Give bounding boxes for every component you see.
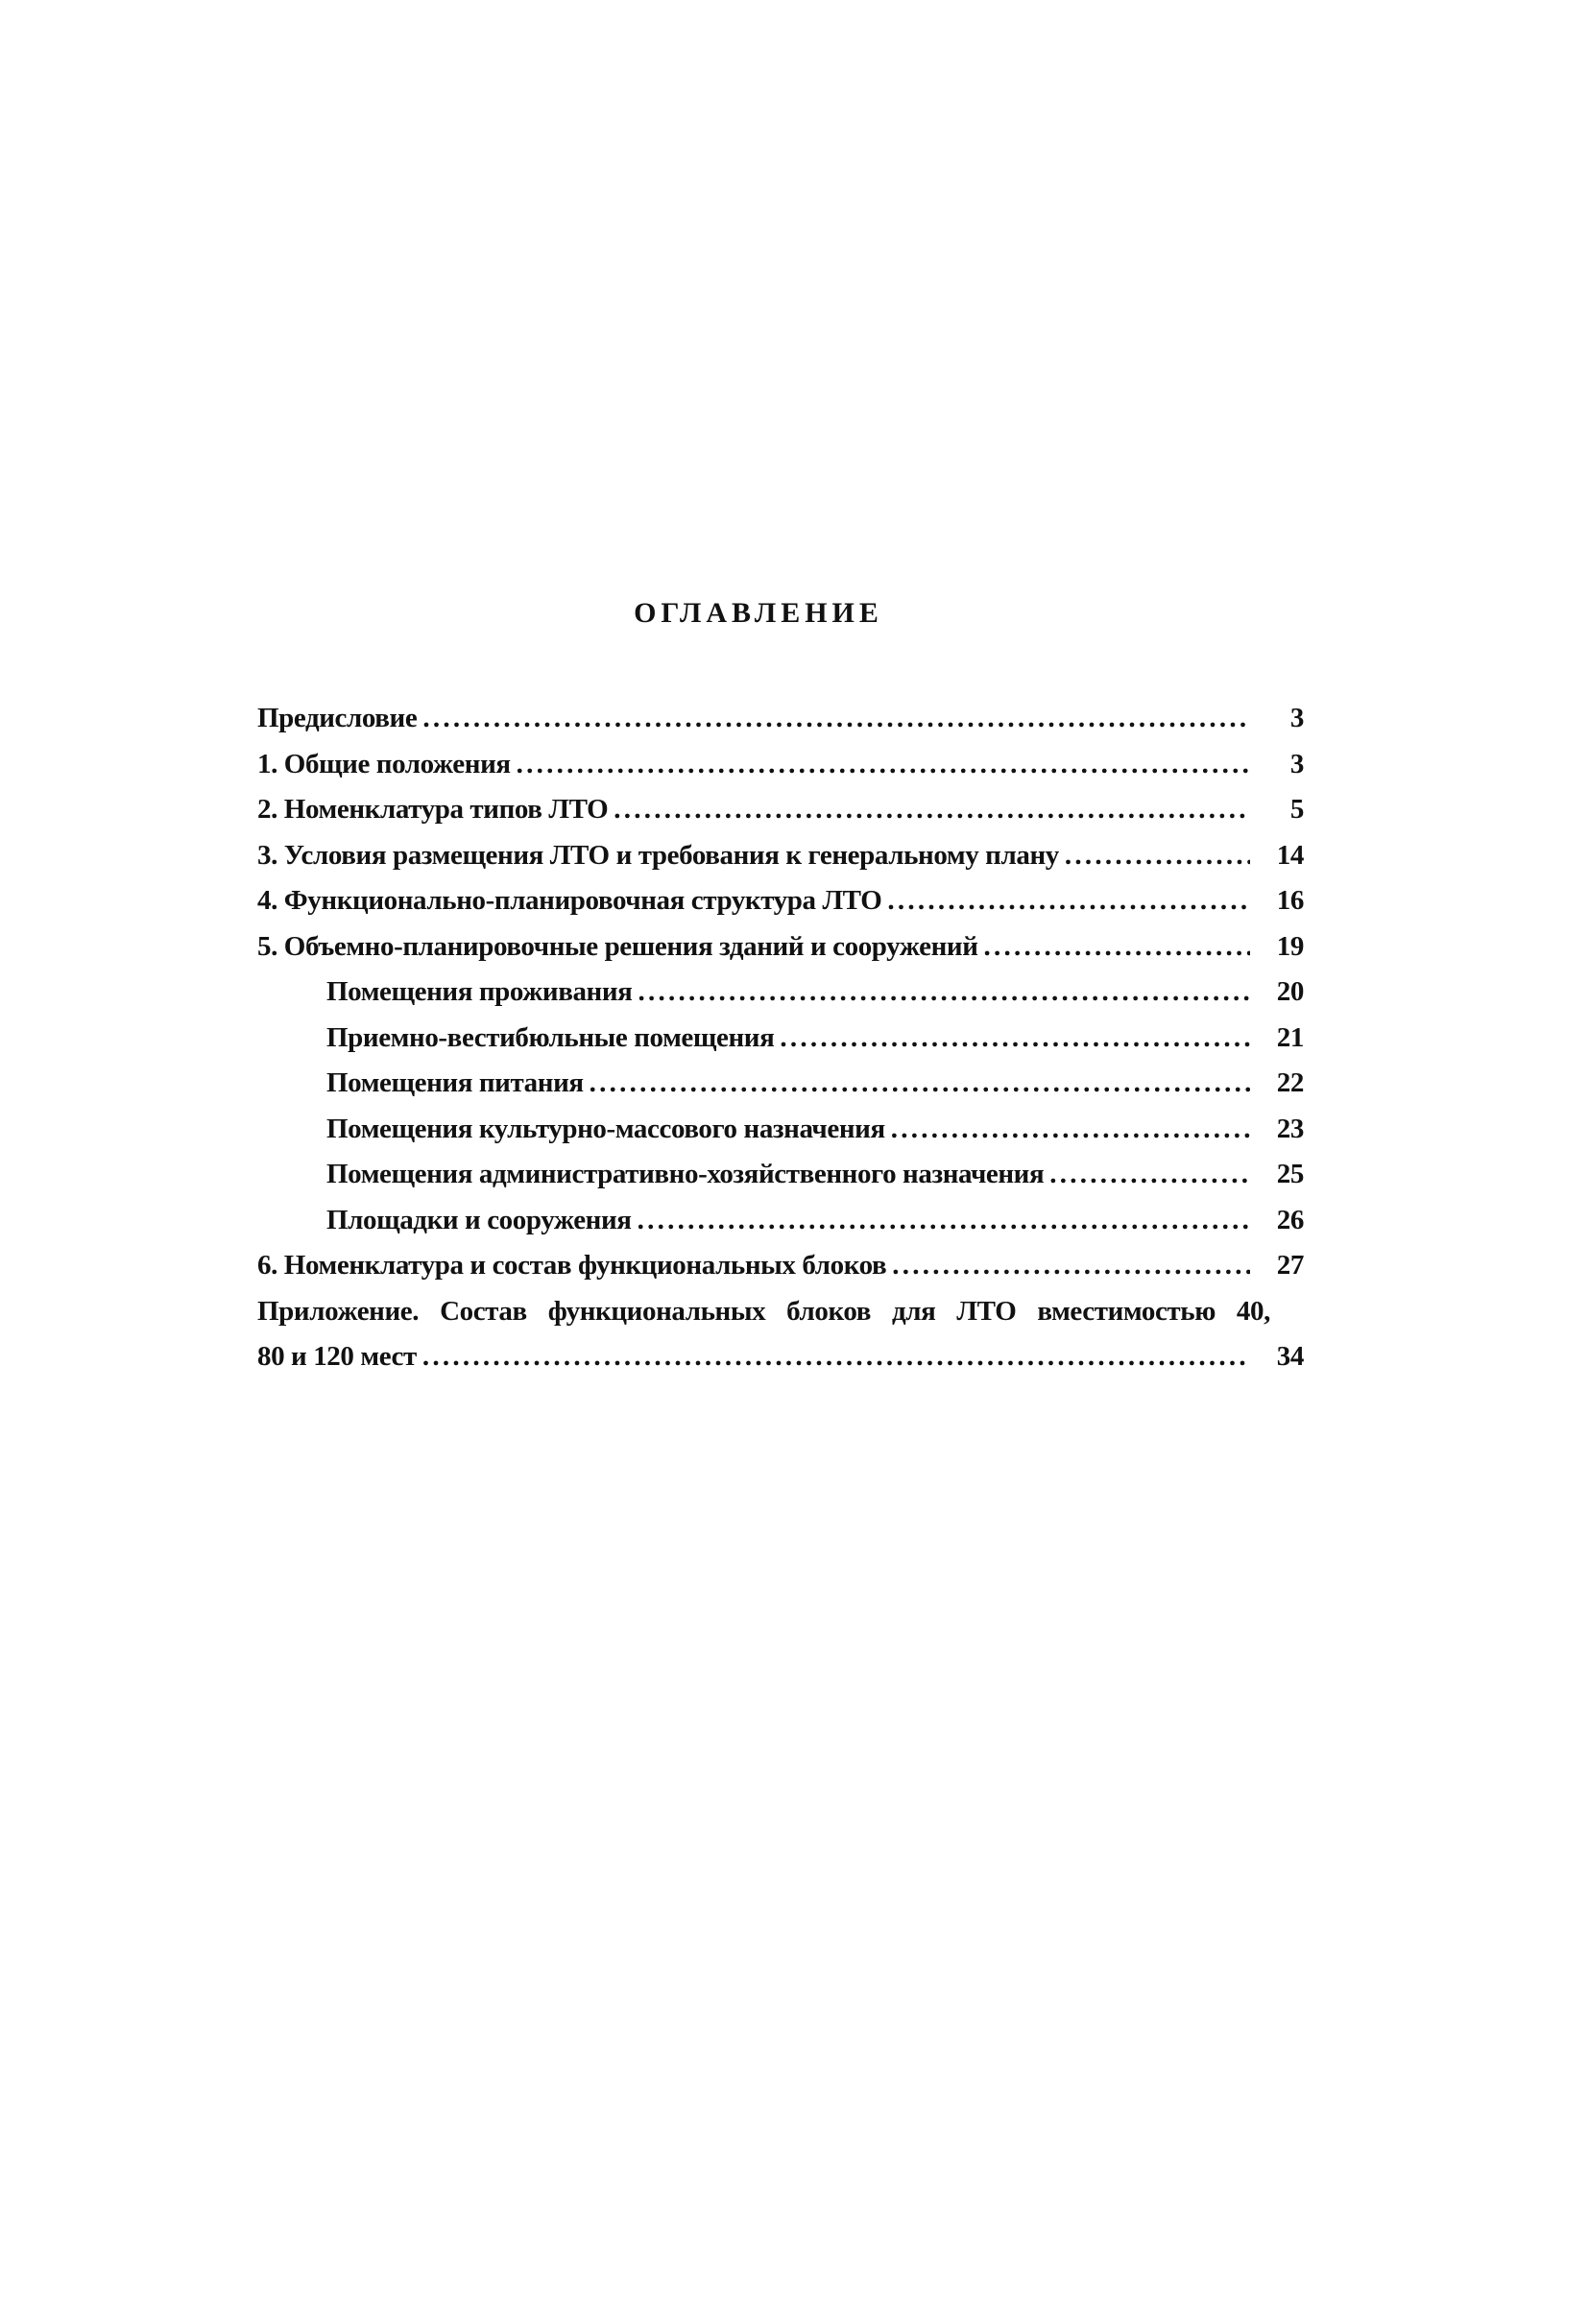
toc-page-number: 22 [1276,1067,1304,1098]
toc-page-number: 34 [1276,1341,1304,1372]
toc-page-number: 25 [1276,1159,1304,1189]
toc-page-number: 5 [1289,794,1304,825]
toc-entry-title: Помещения культурно-массового назначения [326,1113,885,1144]
toc-entry [257,703,1304,749]
toc-entry-title: Предисловие [257,703,418,733]
toc-leader-dots [422,1341,1250,1373]
toc-page-number: 23 [1276,1113,1304,1144]
toc-page-number: 26 [1276,1204,1304,1235]
toc-leader-dots [638,1205,1250,1236]
toc-leader-dots [984,931,1250,963]
toc-entry-title: 5. Объемно-планировочные решения зданий и сооружений [257,930,978,962]
toc-leader-dots [891,1114,1250,1145]
toc-entry [257,840,1304,886]
toc-appendix-line2 [257,1341,1304,1387]
toc-entry-title: 6. Номенклатура и состав функциональных блоков [257,1250,887,1281]
toc-subentry [257,1159,1304,1205]
toc-subentry [257,1022,1304,1068]
toc-leader-dots [590,1067,1250,1099]
toc-entry [257,885,1304,931]
appendix-word: функциональных [547,1295,766,1327]
toc-entry-title: 1. Общие положения [257,748,511,779]
appendix-word: ЛТО [956,1295,1017,1327]
toc-leader-dots [422,703,1250,734]
toc-appendix-title [257,1296,1270,1328]
appendix-word: для [892,1295,936,1327]
toc-leader-dots [780,1022,1250,1054]
toc-leader-dots [892,1250,1250,1282]
toc-appendix-line1 [257,1296,1304,1342]
toc-entry-title: 80 и 120 мест [257,1341,417,1372]
toc-entry [257,1250,1304,1296]
toc-leader-dots [1065,840,1250,872]
appendix-word: вместимостью [1037,1295,1216,1327]
toc-page-number: 20 [1276,976,1304,1007]
toc-page-number: 19 [1276,930,1304,962]
toc-entry-title: Приемно-вестибюльные помещения [326,1021,775,1053]
toc-leader-dots [887,885,1250,917]
appendix-word: 40, [1236,1295,1270,1327]
toc-entry-title: Помещения проживания [326,976,633,1007]
toc-page-number: 21 [1276,1021,1304,1053]
toc-leader-dots [1049,1159,1250,1190]
toc-page-number: 3 [1289,748,1304,779]
appendix-word: Состав [440,1295,527,1327]
appendix-word: Приложение. [257,1295,420,1327]
table-of-contents [257,703,1304,1387]
toc-entry-title: 2. Номенклатура типов ЛТО [257,794,609,825]
toc-page-number: 3 [1289,703,1304,733]
toc-entry [257,794,1304,840]
toc-entry-title: Помещения административно-хозяйственного назначения [326,1159,1045,1189]
toc-subentry [257,1205,1304,1251]
toc-leader-dots [517,749,1250,780]
toc-entry-title: 4. Функционально-планировочная структура ЛТО [257,885,882,916]
toc-entry [257,749,1304,795]
appendix-word: блоков [786,1295,872,1327]
toc-entry-title: 3. Условия размещения ЛТО и требования к генеральному плану [257,839,1059,871]
toc-leader-dots [614,794,1250,826]
page-title: ОГЛАВЛЕНИЕ [634,597,883,629]
toc-page-number: 27 [1276,1250,1304,1281]
toc-entry-title: Площадки и сооружения [326,1204,632,1235]
toc-leader-dots [638,976,1250,1008]
toc-page-number: 14 [1276,839,1304,871]
toc-subentry [257,976,1304,1022]
toc-entry-title: Помещения питания [326,1067,584,1098]
toc-subentry [257,1067,1304,1114]
toc-subentry [257,1114,1304,1160]
toc-entry [257,931,1304,977]
toc-page-number: 16 [1276,885,1304,916]
